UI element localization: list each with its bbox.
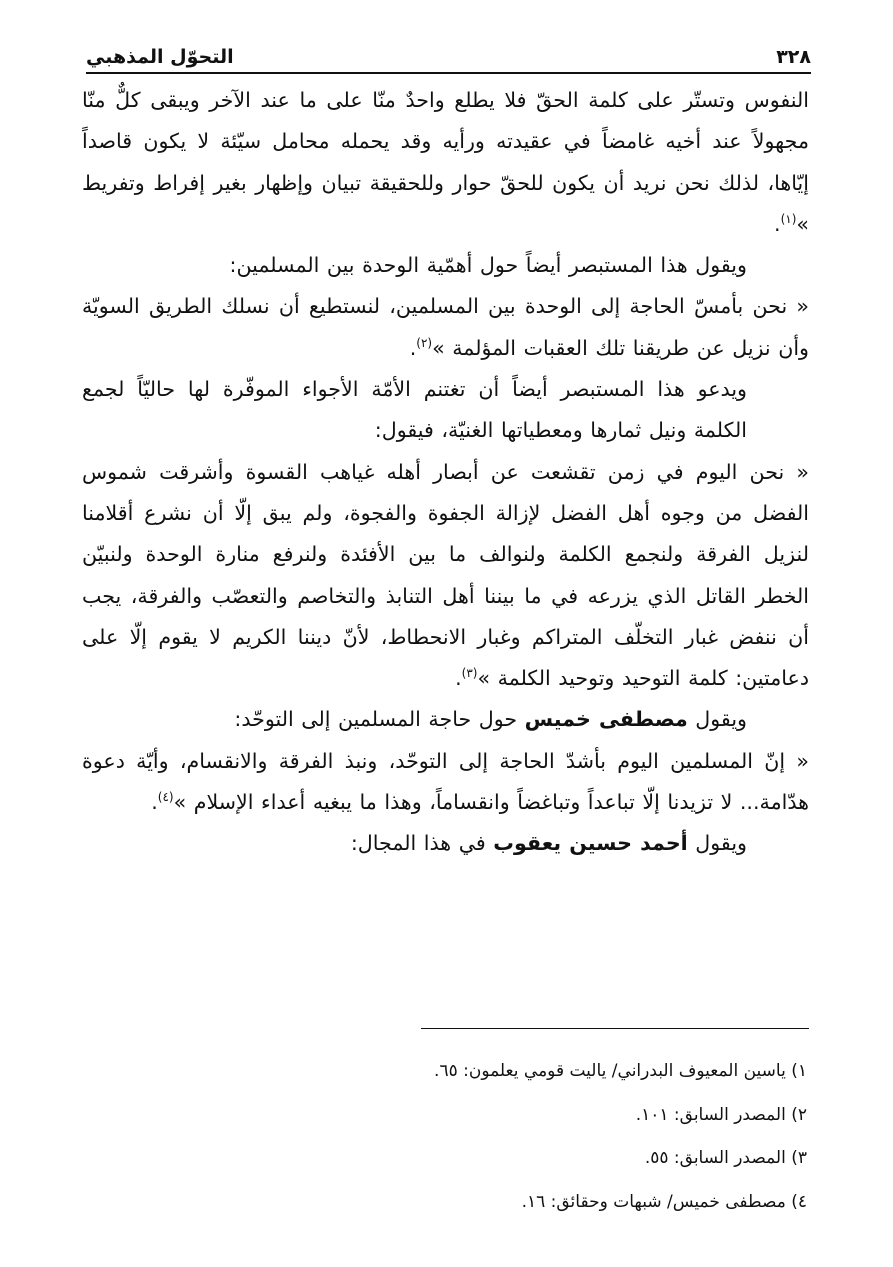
paragraph-intro-yaqub: ويقول أحمد حسين يعقوب في هذا المجال: — [350, 831, 747, 856]
author-name-khamis: مصطفى خميس — [524, 707, 688, 732]
footnote-4: ٤) مصطفى خميس/ شبهات وحقائق: ١٦. — [521, 1191, 807, 1212]
footnote-ref-3: (٣) — [461, 666, 478, 681]
page-header — [86, 34, 811, 68]
footnote-ref-4: (٤) — [157, 790, 174, 805]
quote-khamis: « إنّ المسلمين اليوم بأشدّ الحاجة إلى التوحّد، ونبذ الفرقة والانقسام، وأيّة دعوة هدّامة... لا تزيدنا إلّا تباعداً وتباغضاً وانقساماً، وهذا ما يبغيه أعداء الإسلام »$^{(٤)}$. — [82, 748, 809, 815]
paragraph-intro-khamis: ويقول مصطفى خميس حول حاجة المسلمين إلى التوحّد: — [234, 707, 747, 732]
main-text — [82, 80, 809, 865]
footnotes — [200, 1050, 807, 1224]
footnote-1: ١) ياسين المعيوف البدراني/ ياليت قومي يعلمون: ٦٥. — [434, 1061, 807, 1081]
footnote-3: ٣) المصدر السابق: ٥٥. — [644, 1148, 807, 1168]
paragraph-continuation: النفوس وتستّر على كلمة الحقّ فلا يطلع واحدٌ منّا على ما عند الآخر ويبقى كلٌّ منّا مجهولاً عند أخيه غامضاً في عقيدته ورأيه وقد يحمله محامل سيّئة لا يكون قاصداً إيّاها، لذلك نحن نريد أن يكون للحقّ حوار وللحقيقة تبيان وإظهار بغير إفراط وتفريط »$^{(١)}$. — [82, 88, 809, 236]
running-title: التحوّل المذهبي — [86, 46, 234, 68]
footnote-ref-2: (٢) — [416, 335, 433, 350]
footnote-2: ٢) المصدر السابق: ١٠١. — [635, 1104, 807, 1125]
header-rule — [86, 72, 811, 74]
quote-opportunity: « نحن اليوم في زمن تقشعت عن أبصار أهله غياهب القسوة وأشرقت شموس الفضل من وجوه أهل الفضل لإزالة الجفوة والفجوة، ولم يبق إلّا أن نشرع أقلامنا لنزيل الفرقة ولنجمع الكلمة ولنوالف ما بين الأفئدة ولنرفع منارة الوحدة ولنبيّن الخطر القاتل الذي يزرعه في ما بيننا أهل التنابذ والتخاصم والتعصّب والفرقة، يجب أن ننفض غبار التخلّف المتراكم وغبار الانحطاط، لأنّ ديننا الكريم لا يقوم إلّا على دعامتين: كلمة التوحيد وتوحيد الكلمة »$^{(٣)}$. — [82, 459, 809, 691]
paragraph-intro-opportunity: ويدعو هذا المستبصر أيضاً أن تغتنم الأمّة الأجواء الموفّرة لها حاليّاً لجمع الكلمة ونيل ثمارها ومعطياتها الغنيّة، فيقول: — [82, 377, 747, 443]
author-name-yaqub: أحمد حسين يعقوب — [493, 831, 688, 856]
footnote-ref-1: (١) — [780, 212, 797, 227]
footnote-separator — [421, 1028, 809, 1029]
page-number: ٣٢٨ — [776, 46, 811, 68]
paragraph-intro-unity: ويقول هذا المستبصر أيضاً حول أهمّية الوحدة بين المسلمين: — [229, 253, 747, 278]
quote-unity-need: « نحن بأمسّ الحاجة إلى الوحدة بين المسلمين، لنستطيع أن نسلك الطريق السويّة وأن نزيل عن طريقنا تلك العقبات المؤلمة »$^{(٢)}$. — [82, 294, 809, 360]
